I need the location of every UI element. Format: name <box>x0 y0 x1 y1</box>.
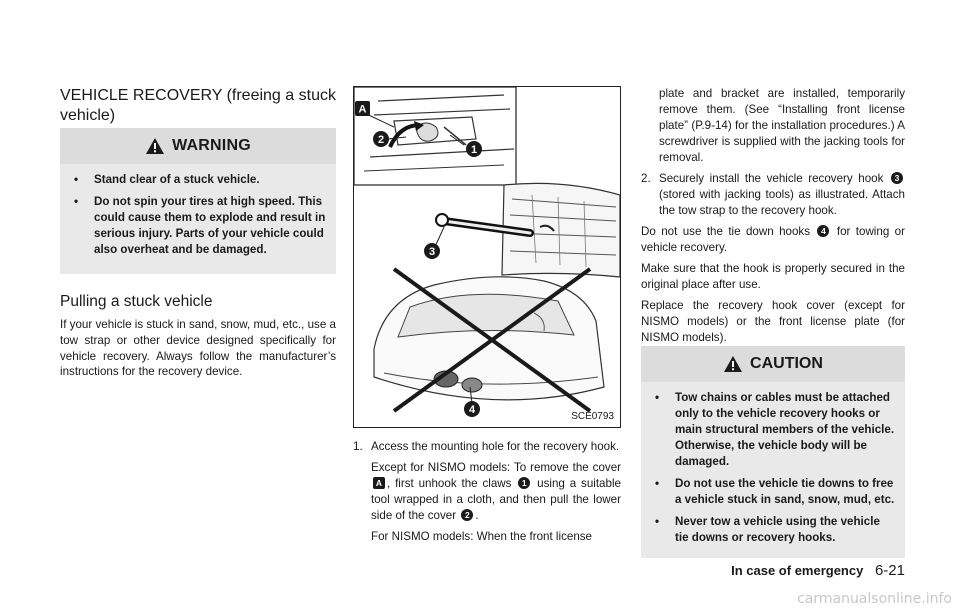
warning-body <box>60 164 336 274</box>
caution-item: • Tow chains or cables must be attached only to the vehicle recovery hooks or main structural members of the vehicle. Otherwise, the vehicle body will be damaged. <box>655 391 895 468</box>
step-1-continued: plate and bracket are installed, temporarily remove them. (See “Installing front license plate” (P.9-14) for the installation procedures.) A screwdriver is supplied with the jacking tools for removal. <box>659 87 905 164</box>
callout-a-icon <box>355 101 370 116</box>
callout-1-label: 1 <box>470 144 478 156</box>
callout-2-icon <box>373 131 389 147</box>
recovery-hook-illustration <box>353 86 621 428</box>
callout-a-icon: A <box>373 477 385 489</box>
warning-label: WARNING <box>172 137 251 154</box>
page-footer <box>731 562 905 579</box>
step-1-nismo: For NISMO models: When the front license <box>371 530 593 543</box>
caution-header <box>641 346 905 382</box>
section-subheading: Pulling a stuck vehicle <box>60 293 213 310</box>
vehicle-illustration-drawing <box>354 87 620 427</box>
figure-code: SCE0793 <box>571 411 614 422</box>
callout-3-icon: 3 <box>891 172 903 184</box>
caution-label: CAUTION <box>750 355 823 372</box>
caution-item: • Do not use the vehicle tie downs to free a vehicle stuck in sand, snow, mud, etc. <box>655 477 895 506</box>
callout-1-icon <box>466 141 482 157</box>
caution-body <box>641 382 905 558</box>
watermark: carmanualsonline.info <box>797 591 952 607</box>
step-2: 2. Securely install the vehicle recovery hook 3 (stored with jacking tools) as illustrated. Attach the tow strap to the recovery hook. <box>641 172 905 217</box>
warning-box <box>60 128 336 274</box>
replace-note: Replace the recovery hook cover (except for NISMO models) or the front license plate (for NISMO models). <box>641 299 905 344</box>
callout-a-label: A <box>358 103 367 116</box>
page-title: VEHICLE RECOVERY (freeing a stuck vehicle) <box>60 87 336 124</box>
tie-down-note: Do not use the tie down hooks 4 for towing or vehicle recovery. <box>641 225 905 254</box>
secure-note: Make sure that the hook is properly secured in the original place after use. <box>641 262 905 291</box>
step-1-detail: Except for NISMO models: To remove the cover A , first unhook the claws 1 using a suitable tool wrapped in a cloth, and then pull the lower side of the cover 2 . <box>371 461 621 522</box>
callout-3-icon <box>424 243 440 259</box>
warning-item: • Stand clear of a stuck vehicle. <box>74 173 260 186</box>
callout-2-label: 2 <box>377 134 385 146</box>
warning-header <box>60 128 336 164</box>
callout-4-icon <box>464 401 480 417</box>
steps-list <box>353 439 621 550</box>
page-number: 6-21 <box>874 562 905 579</box>
callout-3-label: 3 <box>428 246 436 258</box>
body-paragraph: If your vehicle is stuck in sand, snow, mud, etc., use a tow strap or other device designed specifically for vehicle recovery. Always follow the manufacturer’s instructions for the recovery device. <box>60 318 336 379</box>
right-text-block <box>641 86 905 351</box>
step-1: 1. Access the mounting hole for the recovery hook. <box>353 440 620 453</box>
warning-item: • Do not spin your tires at high speed. This could cause them to explode and result in serious injury. Parts of your vehicle could also overheat and be damaged. <box>74 195 326 256</box>
warning-triangle-icon <box>145 137 165 155</box>
callout-1-icon: 1 <box>518 477 530 489</box>
callout-4-icon: 4 <box>817 225 829 237</box>
caution-box <box>641 346 905 558</box>
footer-section: In case of emergency <box>731 563 864 578</box>
caution-item: • Never tow a vehicle using the vehicle tie downs or recovery hooks. <box>655 515 880 544</box>
caution-triangle-icon <box>723 355 743 373</box>
callout-2-icon: 2 <box>461 509 473 521</box>
callout-4-label: 4 <box>468 404 476 416</box>
